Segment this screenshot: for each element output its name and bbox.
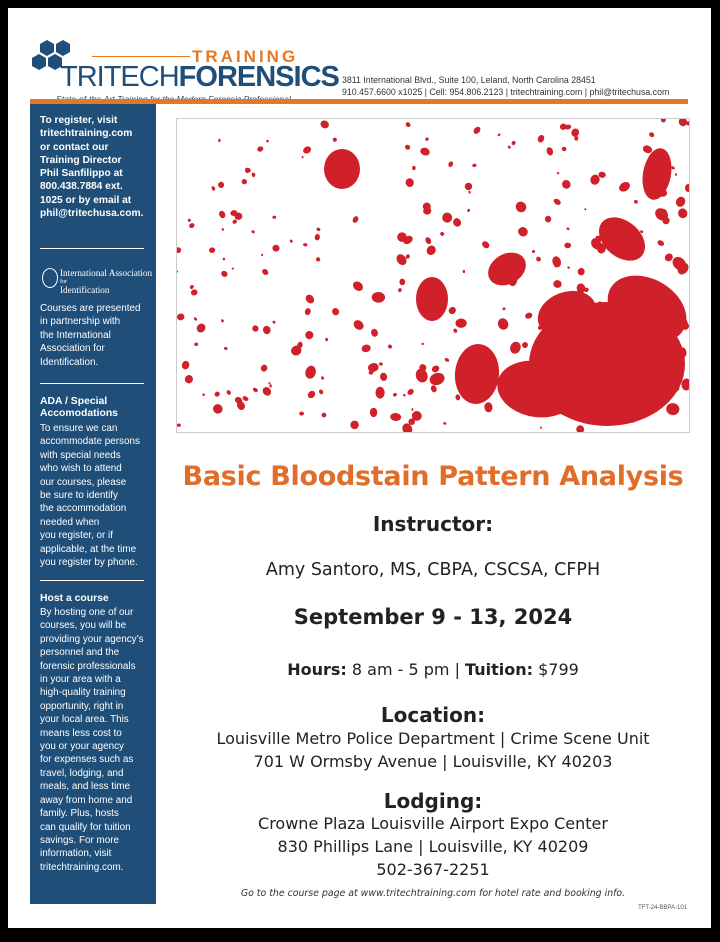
logo-wordmark	[60, 61, 339, 94]
blood-drop	[431, 364, 441, 373]
flyer-page	[8, 8, 711, 928]
text-line: information, visit	[40, 848, 112, 860]
blood-drop	[511, 140, 516, 145]
blood-drop	[222, 257, 226, 261]
globe-icon	[42, 268, 58, 288]
blood-drop	[564, 243, 571, 249]
blood-drop	[521, 341, 529, 349]
blood-drop	[208, 247, 215, 254]
blood-drop	[331, 307, 341, 317]
course-dates: September 9 - 13, 2024	[293, 605, 573, 629]
blood-drop	[304, 307, 312, 316]
blood-drop	[516, 225, 529, 238]
host-text	[40, 606, 152, 874]
bloodstain-photo	[176, 118, 690, 433]
blood-spatter-image	[177, 119, 689, 432]
register-info	[40, 114, 150, 220]
blood-drop	[351, 215, 359, 224]
text-line: your local area. This	[40, 714, 129, 726]
blood-drop	[268, 382, 271, 385]
blood-drop	[404, 144, 411, 151]
blood-drop	[302, 145, 313, 155]
text-line: high-quality training	[40, 687, 126, 699]
blood-drop	[546, 146, 555, 156]
blood-drop	[497, 133, 501, 137]
blood-drop	[444, 357, 450, 362]
blood-drop	[195, 322, 207, 334]
blood-drop	[674, 195, 687, 208]
blood-drop	[193, 317, 197, 322]
register-line: To register, visit	[40, 115, 118, 126]
register-line: 800.438.7884 ext.	[40, 181, 123, 193]
blood-drop	[211, 185, 216, 191]
blood-drop	[367, 362, 379, 373]
blood-drop	[544, 215, 551, 222]
lodging-phone: 502-367-2251	[376, 860, 490, 879]
blood-drop	[260, 364, 269, 373]
hours-label: Hours:	[287, 660, 347, 679]
blood-drop	[577, 267, 586, 276]
text-line: the accommodation	[40, 503, 127, 515]
blood-drop	[556, 171, 559, 174]
blood-drop	[561, 146, 566, 151]
blood-drop	[306, 389, 316, 399]
tritech-logo	[32, 36, 339, 106]
blood-drop	[639, 146, 676, 202]
blood-drop	[272, 320, 276, 324]
register-line: Phil Sanfilippo at	[40, 168, 123, 180]
text-line: can qualify for tuition	[40, 821, 131, 833]
blood-drop	[190, 288, 198, 296]
sidebar-divider	[40, 248, 144, 249]
blood-drop	[303, 243, 308, 247]
blood-drop	[425, 137, 430, 142]
blood-drop	[187, 218, 191, 222]
text-line: accommodate persons	[40, 436, 140, 448]
blood-drop	[376, 387, 385, 399]
document-code: TFT-24-BBPA-101	[638, 905, 687, 911]
location-label: Location:	[380, 703, 486, 727]
blood-drop	[304, 293, 316, 305]
register-email[interactable]: phil@tritechusa.com.	[40, 208, 144, 220]
header-contacts: 910.457.6600 x1025 | Cell: 954.806.2123 | tritechtraining.com | phil@tritechusa.com	[342, 87, 670, 97]
blood-drop	[456, 319, 467, 328]
blood-drop	[177, 313, 185, 321]
blood-drop	[532, 250, 535, 253]
blood-drop	[430, 384, 438, 393]
blood-drop	[221, 228, 224, 232]
blood-drop	[552, 279, 562, 289]
hexagon-icon	[56, 40, 70, 56]
hexagon-icon	[40, 40, 54, 56]
iai-logo-line: for	[60, 279, 67, 285]
text-line: in your area with a	[40, 674, 121, 686]
lodging-line-2: 830 Phillips Lane | Louisville, KY 40209	[277, 837, 589, 856]
blood-drop	[177, 246, 182, 254]
blood-drop	[325, 338, 329, 342]
blood-drop	[177, 270, 178, 273]
sidebar-divider	[40, 383, 144, 384]
blood-drop	[507, 145, 511, 149]
header-address: 3811 International Blvd., Suite 100, Leland, North Carolina 28451	[342, 75, 596, 85]
blood-drop	[184, 374, 195, 385]
blood-drop	[398, 288, 403, 293]
text-line: applicable, at the time	[40, 543, 137, 555]
logo-training-text: TRAINING	[192, 47, 299, 66]
blood-drop	[424, 236, 432, 245]
sidebar-divider	[40, 580, 144, 581]
blood-drop	[321, 413, 326, 418]
heading-line: Accomodations	[40, 408, 118, 419]
register-line: or contact our	[40, 141, 109, 153]
blood-drop	[261, 253, 264, 256]
blood-drop	[464, 182, 473, 191]
blood-drop	[665, 402, 680, 416]
blood-drop	[318, 389, 324, 395]
blood-drop	[405, 121, 412, 128]
blood-drop	[261, 268, 270, 277]
blood-drop	[289, 239, 293, 243]
blood-drop	[412, 166, 416, 170]
blood-drop	[575, 424, 585, 432]
blood-drop	[468, 190, 471, 193]
iai-logo-text	[60, 268, 152, 296]
hours-value: 8 am - 5 pm |	[346, 660, 466, 679]
logo-divider	[92, 56, 190, 57]
text-line: personnel and the	[40, 647, 120, 659]
blood-drop	[272, 244, 281, 253]
sidebar	[30, 104, 156, 904]
blood-drop	[540, 426, 542, 429]
blood-drop	[218, 210, 226, 219]
blood-drop	[314, 234, 320, 241]
text-line: the International	[40, 329, 111, 341]
blood-drop	[379, 362, 383, 366]
text-line: you or your agency	[40, 741, 124, 753]
text-line: needed when	[40, 516, 100, 528]
blood-drop	[299, 412, 304, 416]
blood-drop	[351, 279, 365, 292]
text-line: for expenses such as	[40, 754, 134, 766]
blood-drop	[372, 292, 386, 303]
blood-drop	[536, 134, 545, 144]
blood-drop	[188, 222, 195, 229]
blood-drop	[560, 178, 572, 190]
blood-drop	[405, 177, 415, 188]
blood-drop	[399, 278, 405, 285]
blood-drop	[617, 180, 631, 193]
iai-logo	[40, 264, 153, 304]
text-line: away from home and	[40, 794, 133, 806]
instructor-name: Amy Santoro, MS, CBPA, CSCSA, CFPH	[265, 560, 601, 580]
blood-drop	[502, 307, 506, 311]
blood-drop	[302, 156, 304, 158]
blood-drop	[251, 324, 260, 333]
text-line[interactable]: tritechtraining.com.	[40, 861, 124, 873]
text-line: be sure to identify	[40, 490, 118, 502]
blood-drop	[467, 208, 471, 212]
blood-drop	[251, 172, 255, 177]
text-line: in partnership with	[40, 316, 121, 328]
blood-drop	[681, 378, 689, 390]
lodging-line-1: Crowne Plaza Louisville Airport Expo Center	[258, 814, 608, 833]
text-line: courses, you will be	[40, 620, 127, 632]
blood-drop	[262, 325, 272, 336]
blood-drop	[425, 244, 438, 257]
blood-drop	[472, 125, 482, 135]
text-line: meals, and less time	[40, 781, 131, 793]
blood-drop	[428, 371, 446, 387]
blood-drop	[439, 231, 444, 236]
tuition-value: $799	[533, 660, 579, 679]
text-line: travel, lodging, and	[40, 767, 124, 779]
location-line-1: Louisville Metro Police Department | Crime Scene Unit	[216, 729, 650, 748]
blood-drop	[406, 388, 415, 396]
partnership-text	[40, 302, 152, 369]
instructor-label: Instructor:	[372, 512, 494, 536]
blood-drop	[361, 344, 372, 353]
blood-drop	[370, 408, 377, 417]
blood-drop	[411, 408, 414, 411]
hexagon-icon	[32, 54, 46, 70]
text-line: By hosting one of our	[40, 607, 134, 618]
text-line: Identification.	[40, 356, 99, 368]
blood-drop	[570, 127, 580, 138]
blood-drop	[218, 138, 221, 142]
blood-drop	[394, 252, 408, 267]
ada-text	[40, 422, 152, 569]
blood-drop	[677, 207, 689, 219]
blood-drop	[566, 227, 570, 231]
blood-drop	[379, 372, 387, 381]
host-heading: Host a course	[40, 593, 109, 604]
blood-drop	[463, 270, 466, 273]
blood-drop	[211, 402, 224, 415]
blood-drop	[220, 270, 229, 278]
blood-drop	[421, 342, 424, 345]
blood-drop	[448, 161, 454, 168]
blood-drop	[320, 376, 324, 380]
blood-drop	[524, 312, 533, 320]
blood-drop	[304, 364, 318, 380]
text-line: our courses, please	[40, 476, 127, 488]
blood-drop	[324, 149, 360, 189]
blood-drop	[392, 392, 397, 397]
text-line: providing your agency’s	[40, 633, 144, 645]
blood-drop	[251, 230, 255, 234]
blood-drop	[472, 163, 477, 167]
blood-drop	[633, 199, 638, 204]
ada-heading	[40, 396, 152, 420]
blood-drop	[390, 413, 402, 422]
text-line: savings. For more	[40, 834, 120, 846]
blood-drop	[231, 267, 234, 269]
lodging-label: Lodging:	[383, 789, 483, 813]
course-title: Basic Bloodstain Pattern Analysis	[182, 461, 684, 492]
blood-drop	[315, 256, 321, 262]
blood-drop	[223, 346, 228, 350]
text-line: forensic professionals	[40, 660, 136, 672]
blood-drop	[661, 119, 666, 123]
hours-tuition	[168, 660, 698, 679]
blood-drop	[181, 360, 190, 370]
blood-drop	[332, 137, 338, 143]
tuition-label: Tuition:	[465, 660, 533, 679]
blood-drop	[177, 423, 181, 427]
blood-drop	[553, 197, 562, 206]
blood-drop	[305, 330, 314, 339]
register-line: Training Director	[40, 154, 122, 166]
blood-drop	[442, 212, 453, 223]
blood-drop	[496, 317, 510, 332]
blood-drop	[447, 305, 457, 315]
blood-drop	[551, 255, 562, 268]
blood-drop	[214, 391, 221, 398]
text-line: Courses are presented	[40, 303, 141, 314]
logo-forensics: FORENSICS	[178, 61, 339, 93]
blood-drop	[194, 342, 198, 346]
text-line: you register by phone.	[40, 557, 138, 569]
blood-drop	[202, 393, 206, 397]
text-line: opportunity, right in	[40, 700, 124, 712]
text-line: Association for	[40, 343, 105, 355]
blood-drop	[678, 119, 689, 127]
blood-drop	[443, 422, 447, 426]
blood-drop	[352, 318, 366, 332]
blood-drop	[370, 328, 379, 337]
blood-drop	[218, 181, 225, 188]
text-line: means less cost to	[40, 727, 122, 739]
register-link[interactable]: tritechtraining.com	[40, 128, 133, 140]
blood-drop	[419, 146, 431, 157]
text-line: you register, or if	[40, 530, 113, 542]
blood-drop	[482, 246, 532, 292]
blood-drop	[535, 256, 542, 263]
blood-drop	[319, 119, 330, 130]
blood-drop	[232, 219, 238, 225]
blood-drop	[675, 173, 677, 176]
text-line: family. Plus, hosts	[40, 808, 119, 820]
blood-drop	[656, 239, 665, 247]
blood-drop	[350, 420, 360, 430]
location-line-2: 701 W Ormsby Avenue | Louisville, KY 40203	[253, 752, 613, 771]
heading-line: ADA / Special	[40, 396, 108, 407]
text-line: who wish to attend	[40, 463, 122, 475]
blood-drop	[455, 394, 461, 401]
iai-logo-line: International Association	[60, 268, 153, 278]
blood-drop	[252, 387, 259, 393]
blood-drop	[484, 402, 493, 413]
blood-drop	[226, 389, 232, 395]
blood-drop	[269, 384, 272, 388]
blood-drop	[685, 184, 689, 193]
logo-tritech: TRITECH	[60, 61, 179, 93]
blood-drop	[189, 284, 194, 290]
blood-drop	[316, 227, 321, 231]
blood-drop	[584, 208, 587, 211]
blood-drop	[257, 146, 265, 153]
blood-drop	[403, 394, 406, 397]
footer-note: Go to the course page at www.tritechtraining.com for hotel rate and booking info.	[240, 888, 626, 899]
text-line: with special needs	[40, 449, 121, 461]
blood-drop	[508, 340, 522, 355]
blood-drop	[241, 179, 247, 185]
header-contact	[342, 74, 669, 98]
blood-drop	[266, 139, 270, 143]
blood-drop	[272, 215, 276, 218]
blood-drop	[567, 266, 571, 269]
blood-drop	[514, 199, 529, 214]
blood-drop	[648, 131, 655, 138]
blood-drop	[387, 344, 393, 349]
blood-drop	[242, 395, 250, 402]
register-line: 1025 or by email at	[40, 194, 132, 206]
iai-logo-line: Identification	[60, 285, 110, 295]
blood-drop	[221, 319, 225, 323]
text-line: To ensure we can	[40, 423, 118, 434]
blood-drop	[453, 328, 458, 333]
blood-drop	[452, 217, 463, 228]
blood-drop	[481, 240, 491, 250]
